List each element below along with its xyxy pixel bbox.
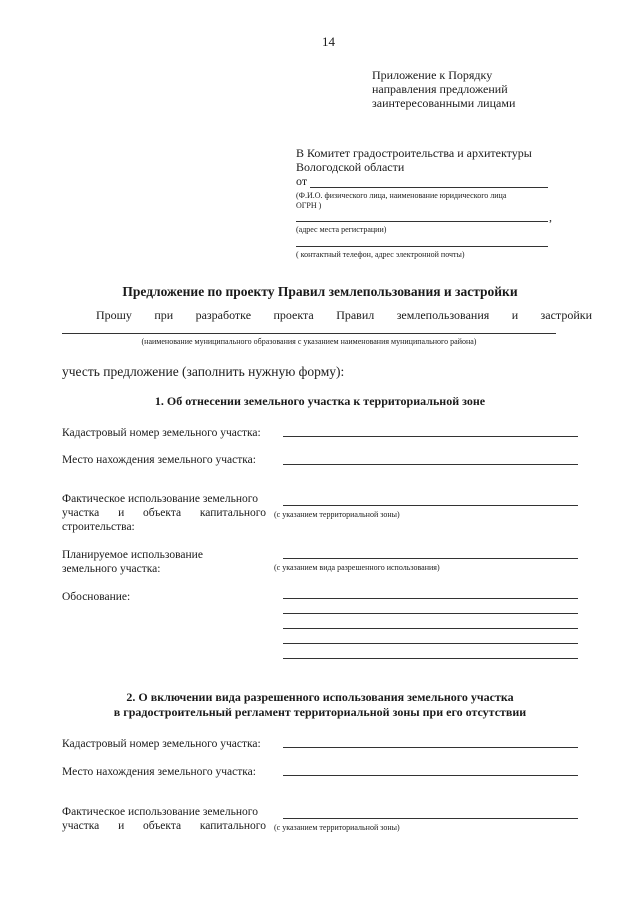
- request-word: Правил: [336, 308, 375, 322]
- from-label: от: [296, 174, 308, 188]
- section1-hint-permitted-use: (с указанием вида разрешенного использования): [274, 563, 440, 572]
- address-field-line[interactable]: [296, 221, 548, 222]
- actual-use-word: объекта: [143, 507, 182, 519]
- request-word: и: [511, 308, 519, 322]
- actual-use-word: участка: [62, 507, 100, 519]
- appendix-block: [372, 68, 515, 110]
- actual-use-word: капитального: [199, 820, 266, 832]
- section1-location-field[interactable]: [283, 464, 578, 465]
- section2-cadastral-label: Кадастровый номер земельного участка:: [62, 738, 261, 750]
- section1-actual-use-line-3: строительства:: [62, 521, 135, 533]
- section2-heading-line-2: в градостроительный регламент территориальной зоны при его отсутствии: [113, 705, 527, 719]
- addressee-line-1: В Комитет градостроительства и архитектуры: [296, 146, 532, 160]
- section2-hint-zone: (с указанием территориальной зоны): [274, 823, 400, 832]
- addressee-line-2: Вологодской области: [296, 160, 405, 174]
- section1-planned-use-field[interactable]: [283, 558, 578, 559]
- section1-cadastral-field[interactable]: [283, 436, 578, 437]
- request-word: Прошу: [96, 308, 132, 322]
- request-word: при: [154, 308, 174, 322]
- page-number: 14: [322, 34, 335, 49]
- appendix-line-1: Приложение к Порядку: [372, 68, 493, 82]
- actual-use-word: и: [118, 820, 125, 832]
- section1-justification-label: Обоснование:: [62, 591, 131, 603]
- section1-planned-use-line-2: земельного участка:: [62, 563, 161, 575]
- request-word: землепользования: [396, 308, 490, 322]
- hint-address: (адрес места регистрации): [296, 225, 387, 234]
- hint-contacts: ( контактный телефон, адрес электронной почты): [296, 250, 465, 259]
- from-field-line[interactable]: [310, 187, 548, 188]
- request-word: разработке: [195, 308, 252, 322]
- municipality-field-line[interactable]: [62, 333, 556, 334]
- section2-cadastral-field[interactable]: [283, 747, 578, 748]
- hint-name-1: (Ф.И.О. физического лица, наименование юридического лица: [296, 191, 507, 200]
- address-comma: ,: [549, 210, 552, 224]
- actual-use-word: и: [118, 507, 125, 519]
- justification-field-line-4[interactable]: [283, 643, 578, 644]
- document-title: Предложение по проекту Правил землепользования и застройки: [122, 284, 518, 299]
- request-word: проекта: [273, 308, 314, 322]
- appendix-line-2: направления предложений: [372, 82, 508, 96]
- request-line: [96, 308, 592, 322]
- request-word: застройки: [540, 308, 592, 322]
- section2-location-field[interactable]: [283, 775, 578, 776]
- hint-name-2: ОГРН ): [296, 201, 322, 210]
- actual-use-word: объекта: [143, 820, 182, 832]
- section1-actual-use-line-1: Фактическое использование земельного: [62, 493, 258, 505]
- section1-cadastral-label: Кадастровый номер земельного участка:: [62, 427, 261, 439]
- justification-field-line-3[interactable]: [283, 628, 578, 629]
- section2-actual-use-line-2: [62, 819, 266, 833]
- section1-planned-use-line-1: Планируемое использование: [62, 549, 203, 561]
- actual-use-word: капитального: [199, 507, 266, 519]
- section2-heading-line-1: 2. О включении вида разрешенного использования земельного участка: [126, 690, 514, 704]
- section1-hint-zone: (с указанием территориальной зоны): [274, 510, 400, 519]
- section1-actual-use-line-2: [62, 506, 266, 520]
- request-continuation: учесть предложение (заполнить нужную форму):: [62, 364, 345, 379]
- justification-field-line-1[interactable]: [283, 598, 578, 599]
- actual-use-word: участка: [62, 820, 100, 832]
- hint-municipality: (наименование муниципального образования с указанием наименования муниципального района): [141, 337, 477, 346]
- section1-actual-use-field[interactable]: [283, 505, 578, 506]
- appendix-line-3: заинтересованными лицами: [372, 96, 516, 110]
- justification-field-line-2[interactable]: [283, 613, 578, 614]
- section2-actual-use-field[interactable]: [283, 818, 578, 819]
- section2-location-label: Место нахождения земельного участка:: [62, 766, 256, 778]
- justification-field-line-5[interactable]: [283, 658, 578, 659]
- contacts-field-line[interactable]: [296, 246, 548, 247]
- section1-heading: 1. Об отнесении земельного участка к территориальной зоне: [154, 394, 486, 408]
- section1-location-label: Место нахождения земельного участка:: [62, 454, 256, 466]
- section2-actual-use-line-1: Фактическое использование земельного: [62, 806, 258, 818]
